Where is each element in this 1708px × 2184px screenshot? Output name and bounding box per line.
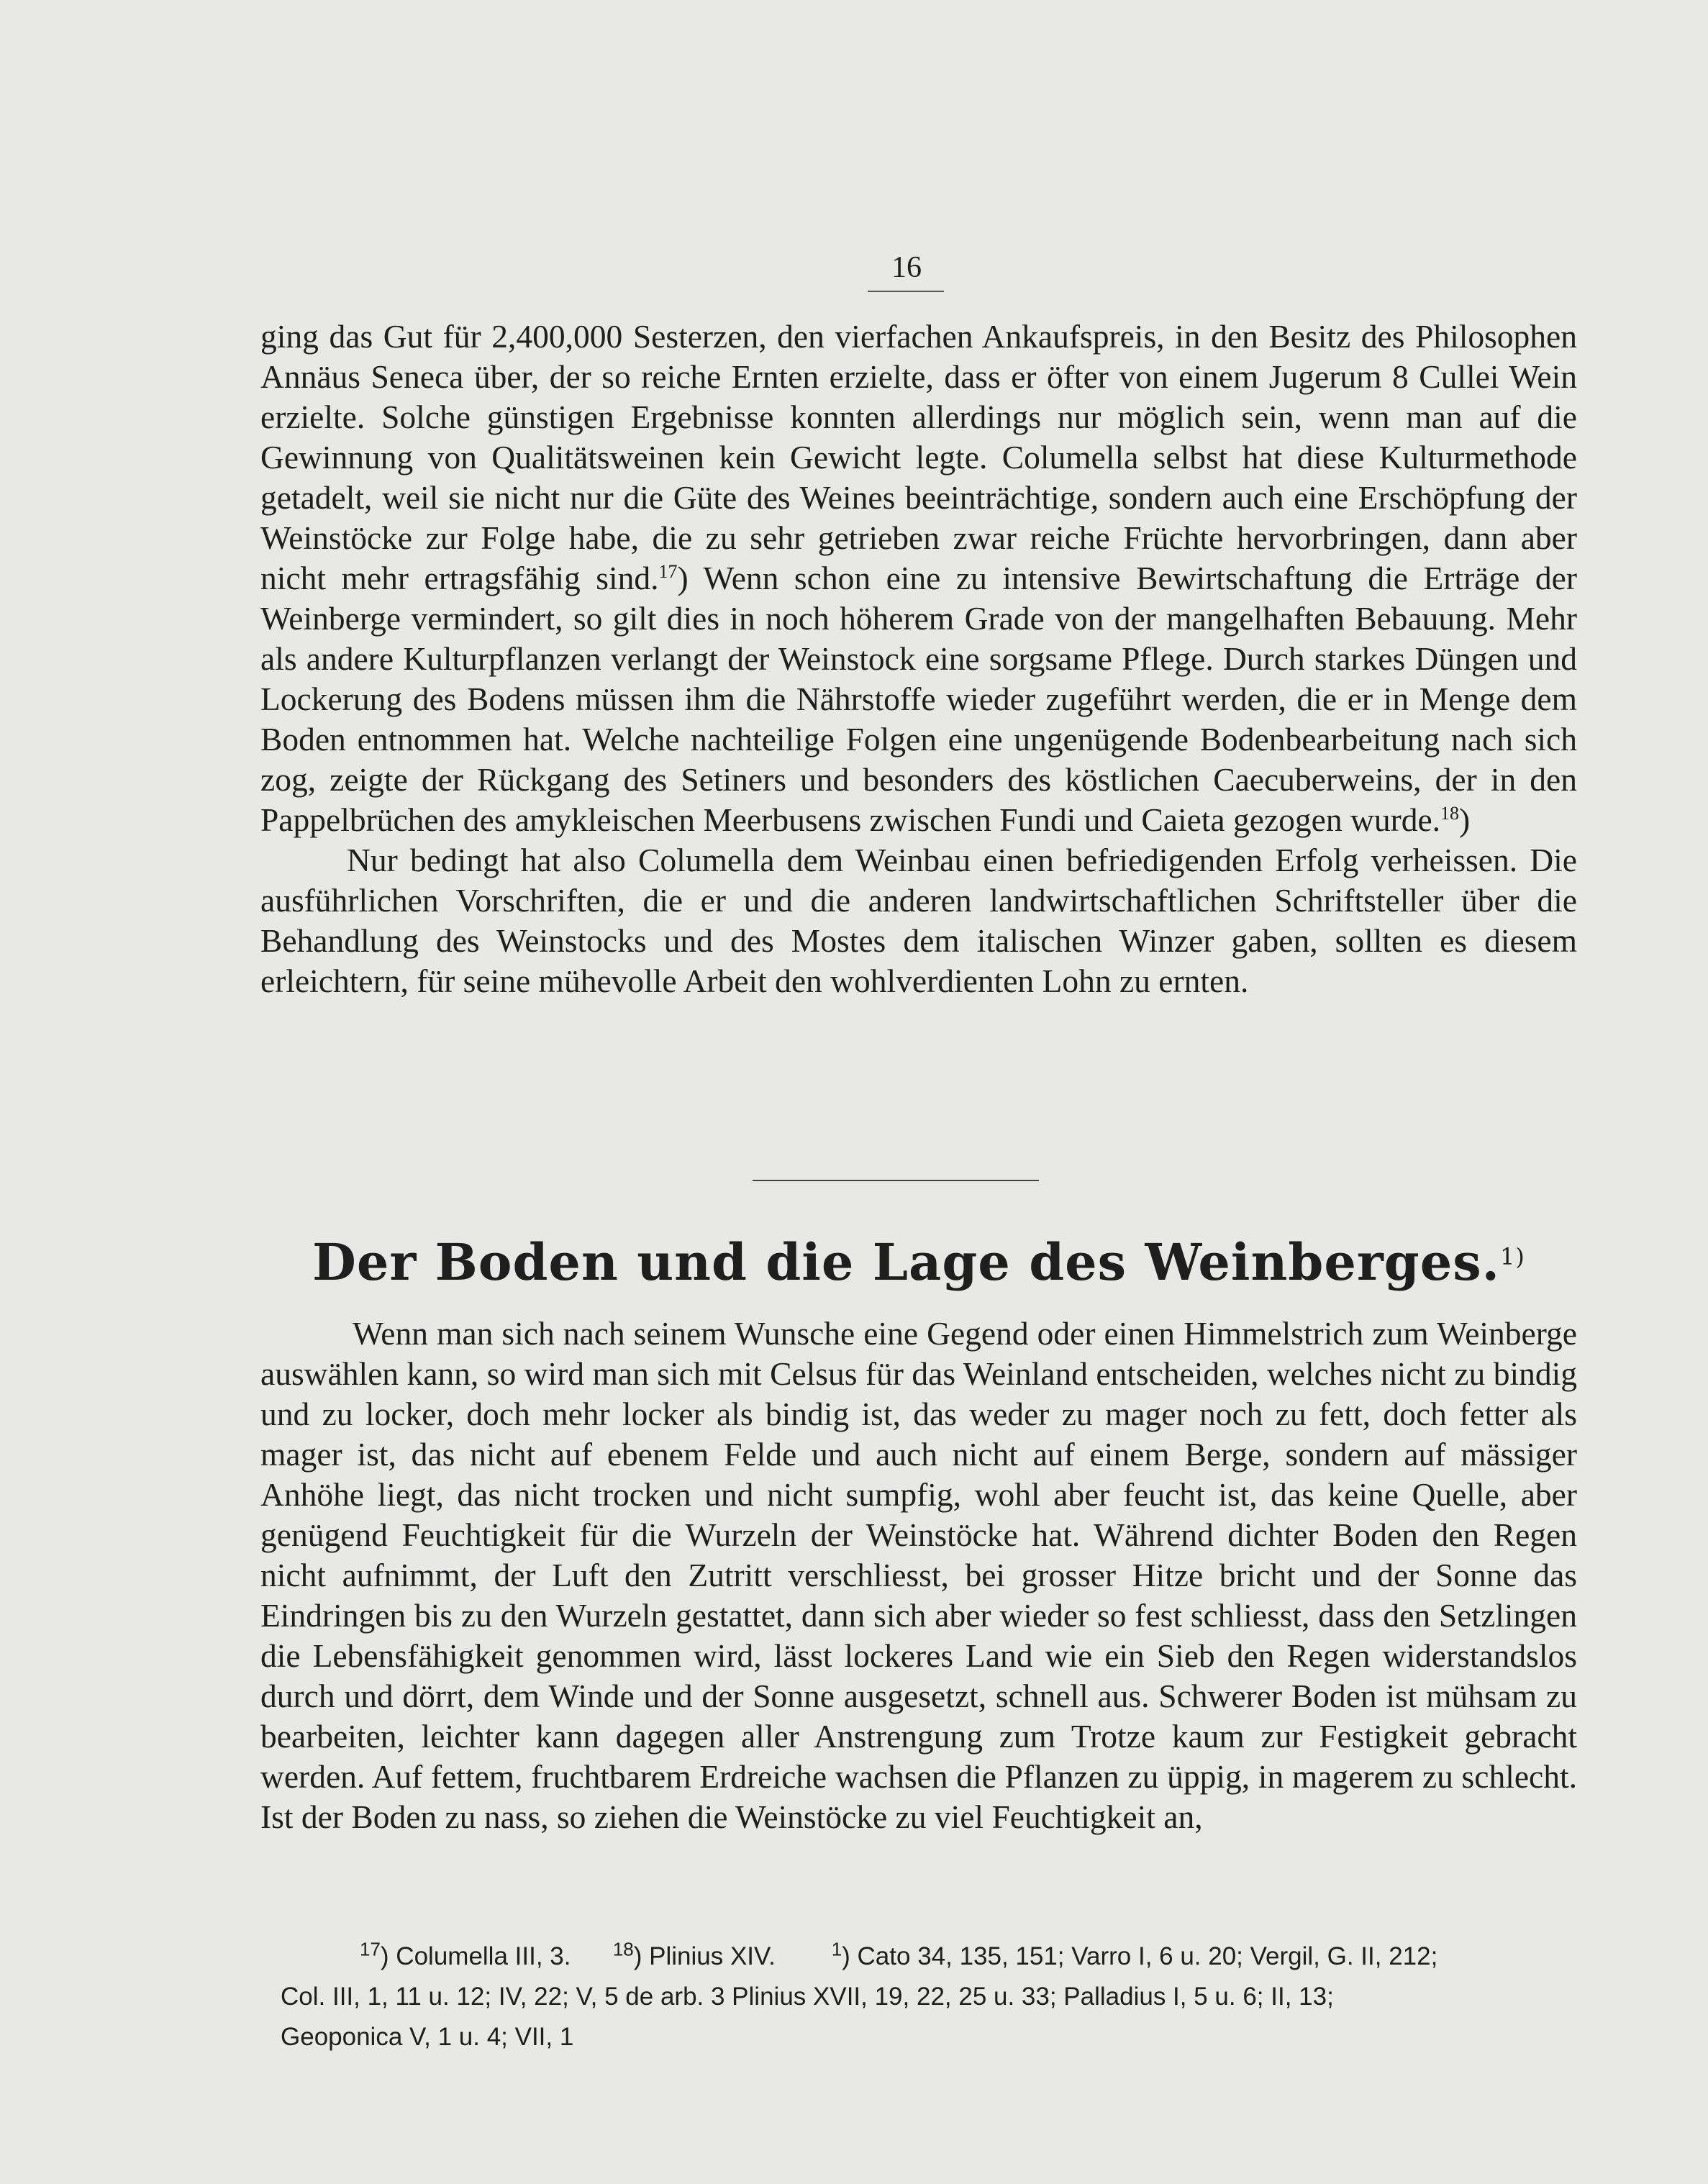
paragraph-1-continued: ) Wenn schon eine zu intensive Bewirtschaftung die Erträge der Weinberge vermindert, so gilt dies in noch höherem Grade von der mangelhaften Bebauung. Mehr als andere Kulturpflanzen verlangt der Weinstock eine sorgsame Pflege. Durch starkes Düngen und Lockerung des Bodens müssen ihm die Nährstoffe wieder zugeführt werden, die er in Menge dem Boden entnommen hat. Welche nachteilige Folgen eine ungenügende Bodenbearbeitung nach sich zog, zeigte der Rückgang des Setiners und besonders des köstlichen Caecuberweins, der in den Pappelbrüchen des amykleischen Meerbusens zwischen Fundi und Caieta gezogen wurde. (260, 560, 1577, 838)
footnote-ref-18: 18 (1440, 802, 1460, 824)
footnote-line-3: Geoponica V, 1 u. 4; VII, 1 (281, 2023, 574, 2051)
footnote-line-2: Col. III, 1, 11 u. 12; IV, 22; V, 5 de arb. 3 Plinius XVII, 19, 22, 25 u. 33; Palladius I, 5 u. 6; II, 13; (281, 1983, 1334, 2011)
section-text (260, 1314, 1577, 1837)
paragraph-1-text: ging das Gut für 2,400,000 Sesterzen, den vierfachen Ankaufspreis, in den Besitz des Philosophen Annäus Seneca über, der so reiche Ernten erzielte, dass er öfter von einem Jugerum 8 Cullei Wein erzielte. Solche günstigen Ergebnisse konnten allerdings nur möglich sein, wenn man auf die Gewinnung von Qualitätsweinen kein Gewicht legte. Columella selbst hat diese Kulturmethode getadelt, weil sie nicht nur die Güte des Weines beeinträchtige, sondern auch eine Erschöpfung der Weinstöcke zur Folge habe, die zu sehr getrieben zwar reiche Früchte hervorbringen, dann aber nicht mehr ertragsfähig sind. (260, 318, 1577, 596)
section-heading (260, 1223, 1577, 1302)
footnote-17-mark: 17 (360, 1938, 381, 1960)
paragraph-1-close: ) (1459, 801, 1471, 838)
footnote-1-mark: 1 (831, 1938, 842, 1960)
section-heading-ref: 1) (1500, 1243, 1525, 1270)
paragraph-2: Nur bedingt hat also Columella dem Weinbau einen befriedigenden Erfolg verheissen. Die ausführlichen Vorschriften, die er und die anderen landwirtschaftlichen Schriftsteller über die Behandlung des Weinstocks und des Mostes dem italischen Winzer gaben, sollten es diesem erleichtern, für seine mühevolle Arbeit den wohlverdienten Lohn zu ernten. (260, 842, 1577, 999)
footnote-ref-17: 17 (658, 560, 678, 582)
page-number: 16 (891, 251, 922, 284)
footnotes (281, 1937, 1597, 2057)
footnote-18-mark: 18 (612, 1938, 634, 1960)
footnote-17: ) Columella III, 3. (380, 1942, 571, 1970)
footnote-18: ) Plinius XIV. (633, 1942, 776, 1970)
opening-text (260, 317, 1577, 1001)
footnote-line-1 (281, 1937, 1597, 1977)
section-heading-text: Der Boden und die Lage des Weinberges. (312, 1232, 1501, 1292)
section-divider (753, 1180, 1039, 1181)
paragraph-3: Wenn man sich nach seinem Wunsche eine Gegend oder einen Himmelstrich zum Weinberge auswählen kann, so wird man sich mit Celsus für das Weinland entscheiden, welches nicht zu bindig und zu locker, doch mehr locker als bindig ist, das weder zu mager noch zu fett, doch fetter als mager ist, das nicht auf ebenem Felde und auch nicht auf einem Berge, sondern auf mässiger Anhöhe liegt, das nicht trocken und nicht sumpfig, wohl aber feucht ist, das keine Quelle, aber genügend Feuchtigkeit für die Wurzeln der Weinstöcke hat. Während dichter Boden den Regen nicht aufnimmt, der Luft den Zutritt verschliesst, bei grosser Hitze bricht und der Sonne das Eindringen bis zu den Wurzeln gestattet, dann sich aber wieder so fest schliesst, dass den Setzlingen die Lebensfähigkeit genommen wird, lässt lockeres Land wie ein Sieb den Regen widerstandslos durch und dörrt, dem Winde und der Sonne ausgesetzt, schnell aus. Schwerer Boden ist mühsam zu bearbeiten, leichter kann dagegen aller Anstrengung zum Trotze kaum zur Festigkeit gebracht werden. Auf fettem, fruchtbarem Erdreiche wachsen die Pflanzen zu üppig, in magerem zu schlecht. Ist der Boden zu nass, so ziehen die Weinstöcke zu viel Feuchtigkeit an, (260, 1315, 1577, 1835)
page-number-rule (868, 291, 944, 292)
paragraph-1 (260, 317, 1577, 840)
footnote-1: ) Cato 34, 135, 151; Varro I, 6 u. 20; Vergil, G. II, 212; (842, 1942, 1438, 1970)
